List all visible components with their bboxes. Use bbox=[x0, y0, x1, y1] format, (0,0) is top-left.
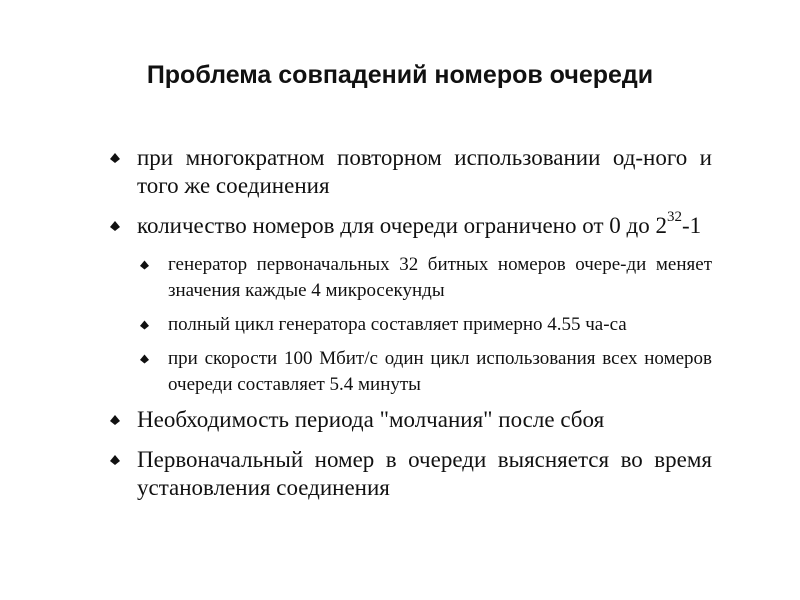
diamond-bullet-icon bbox=[110, 415, 120, 425]
bullet-item bbox=[108, 144, 712, 200]
bullet-item bbox=[108, 209, 712, 240]
bullet-text: количество номеров для очереди ограничено от 0 до 2 bbox=[137, 213, 667, 238]
diamond-bullet-icon bbox=[140, 354, 149, 364]
diamond-bullet-icon bbox=[140, 320, 149, 330]
diamond-bullet-icon bbox=[110, 455, 120, 465]
sub-bullet-text: полный цикл генератора составляет примерно 4.55 ча-са bbox=[168, 314, 627, 335]
bullet-item bbox=[108, 446, 712, 502]
sub-bullet-item bbox=[140, 312, 712, 338]
bullet-item bbox=[108, 406, 712, 434]
diamond-bullet-icon bbox=[110, 221, 120, 231]
superscript-exponent: 32 bbox=[666, 209, 682, 226]
sub-bullet-item bbox=[140, 346, 712, 398]
diamond-bullet-icon bbox=[140, 260, 149, 270]
sub-bullet-text: генератор первоначальных 32 битных номеров очере-ди меняет значения каждые 4 микросекунды bbox=[168, 254, 712, 301]
sub-bullet-item bbox=[140, 252, 712, 304]
slide-title: Проблема совпадений номеров очереди bbox=[146, 61, 654, 89]
bullet-text: Первоначальный номер в очереди выясняется во время установления соединения bbox=[137, 447, 712, 500]
bullet-text: при многократном повторном использовании од-ного и того же соединения bbox=[137, 145, 712, 198]
bullet-text: Необходимость периода "молчания" после сбоя bbox=[137, 407, 605, 432]
bullet-text-suffix: -1 bbox=[681, 213, 702, 238]
diamond-bullet-icon bbox=[110, 153, 120, 163]
bullet-list bbox=[108, 144, 712, 514]
sub-bullet-text: при скорости 100 Мбит/с один цикл использования всех номеров очереди составляет 5.4 минуты bbox=[168, 348, 712, 395]
